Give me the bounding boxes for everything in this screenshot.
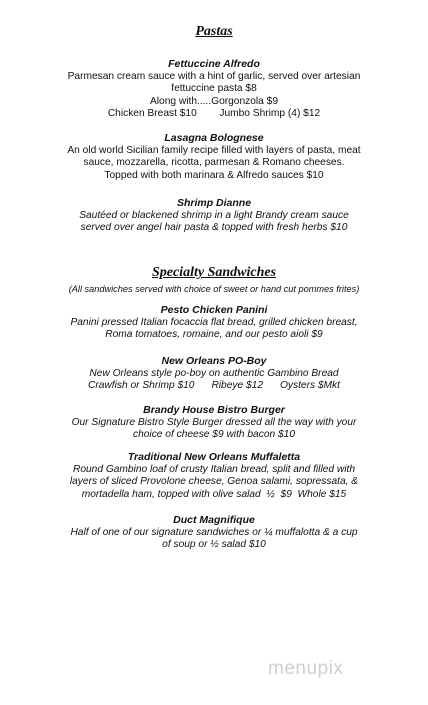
- item-description-line: sauce, mozzarella, ricotta, parmesan & Romano cheeses.: [83, 157, 345, 169]
- item-description-line: Topped with both marinara & Alfredo sauces $10: [104, 169, 324, 181]
- menu-item-new-orleans-po-boy: [0, 354, 428, 393]
- item-description-line: Sautéed or blackened shrimp in a light Brandy cream sauce: [79, 210, 349, 221]
- item-name: Brandy House Bistro Burger: [143, 404, 285, 416]
- menu-item-pesto-chicken-panini: [0, 303, 428, 342]
- specialty-sandwiches-heading: Specialty Sandwiches: [151, 265, 277, 280]
- item-description-line: New Orleans style po-boy on authentic Gambino Bread: [89, 368, 339, 379]
- menu-item-duct-magnifique: [0, 513, 428, 552]
- sandwiches-note: (All sandwiches served with choice of sweet or hand cut pommes frites): [68, 284, 360, 294]
- item-name: Pesto Chicken Panini: [160, 304, 268, 316]
- item-name: Fettuccine Alfredo: [168, 58, 260, 70]
- item-description-line: Panini pressed Italian focaccia flat bread, grilled chicken breast,: [70, 317, 358, 328]
- menu-item-lasagna-bolognese: [0, 131, 428, 182]
- menu-item-fettuccine-alfredo: [0, 57, 428, 121]
- menu-item-shrimp-dianne: [0, 196, 428, 235]
- watermark-text: menupix: [268, 658, 344, 679]
- item-description-line: choice of cheese $9 with bacon $10: [133, 429, 295, 441]
- item-description-line: mortadella ham, topped with olive salad ½ $9 Whole $15: [81, 488, 347, 500]
- item-description-line: layers of sliced Provolone cheese, Genoa salami, sopressata, &: [69, 476, 359, 488]
- item-description-line: fettuccine pasta $8: [171, 83, 257, 95]
- menupix-watermark: [268, 658, 418, 688]
- item-description-line: An old world Sicilian family recipe filled with layers of pasta, meat: [67, 145, 361, 156]
- item-name: Shrimp Dianne: [176, 197, 252, 209]
- item-description-line: Along with.....Gorgonzola $9: [150, 95, 278, 107]
- item-name: Lasagna Bolognese: [164, 132, 264, 144]
- menu-item-bistro-burger: [0, 403, 428, 442]
- item-description-line: Parmesan cream sauce with a hint of garlic, served over artesian: [67, 71, 361, 82]
- item-name: Duct Magnifique: [173, 514, 255, 526]
- pastas-heading: Pastas: [195, 24, 233, 39]
- item-name: Traditional New Orleans Muffaletta: [127, 451, 301, 463]
- item-description-line: of soup or ½ salad $10: [162, 539, 266, 551]
- item-description-line: served over angel hair pasta & topped with fresh herbs $10: [80, 222, 348, 234]
- item-description-line: Roma tomatoes, romaine, and our pesto aioli $9: [105, 329, 323, 341]
- item-description-line: Crawfish or Shrimp $10 Ribeye $12 Oysters $Mkt: [88, 380, 340, 392]
- item-description-line: Half of one of our signature sandwiches or ¼ muffalotta & a cup: [70, 527, 358, 538]
- item-name: New Orleans PO-Boy: [161, 355, 267, 367]
- item-description-line: Our Signature Bistro Style Burger dressed all the way with your: [71, 417, 357, 428]
- menu-item-muffaletta: [0, 450, 428, 501]
- item-description-line: Round Gambino loaf of crusty Italian bread, split and filled with: [72, 464, 355, 475]
- item-description-line: Chicken Breast $10 Jumbo Shrimp (4) $12: [107, 108, 321, 120]
